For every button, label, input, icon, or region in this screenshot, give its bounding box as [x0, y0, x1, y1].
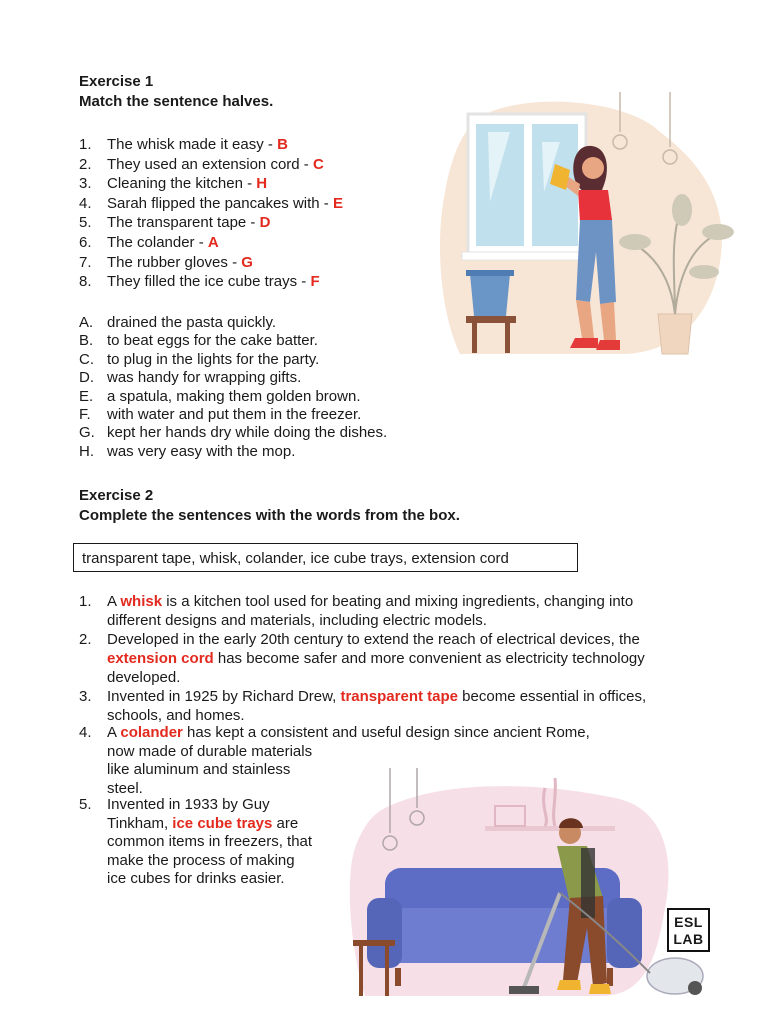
answer-letter: D [259, 214, 271, 232]
answer-word: transparent tape [340, 688, 459, 705]
answer-letter: G [241, 253, 253, 271]
exercise1-title: Exercise 1 [79, 73, 154, 90]
list-item: A. drained the pasta quickly. [79, 314, 276, 331]
list-item: 3. Cleaning the kitchen - H [79, 175, 268, 193]
list-item: 1. The whisk made it easy - B [79, 136, 288, 153]
list-item: 6. The colander - A [79, 233, 219, 251]
answer-letter: B [277, 136, 288, 153]
answer-word: ice cube trays [172, 814, 273, 832]
list-item: 3. Invented in 1925 by Richard Drew, transparent tape become essential in offices, schools, and homes. [79, 688, 647, 724]
word-box: transparent tape, whisk, colander, ice cube trays, extension cord [73, 543, 578, 572]
exercise1-endings [79, 314, 469, 461]
exercise2-item-5: 5. Invented in 1933 by Guy Tinkham, ice cube trays are common items in freezers, that make the process of making ice cubes for drinks easier. [79, 796, 313, 887]
answer-letter: A [207, 233, 219, 251]
exercise1-instruction: Match the sentence halves. [79, 93, 274, 110]
list-item: H. was very easy with the mop. [79, 442, 296, 460]
list-item: B. to beat eggs for the cake batter. [79, 332, 318, 350]
list-item: 2. They used an extension cord - C [79, 155, 324, 173]
list-item: F. with water and put them in the freezer. [79, 406, 362, 424]
esl-lab-logo: ESL LAB [667, 908, 710, 952]
answer-letter: E [332, 194, 343, 212]
list-item: 8. They filled the ice cube trays - F [79, 273, 320, 291]
exercise1-heading [79, 72, 273, 112]
list-item: 2. Developed in the early 20th century to extend the reach of electrical devices, the extension cord has become safer and more convenient as electricity technology developed. [79, 631, 645, 686]
exercise2-instruction: Complete the sentences with the words from the box. [79, 507, 460, 524]
exercise2-items [79, 592, 679, 725]
answer-letter: F [310, 273, 320, 291]
list-item: C. to plug in the lights for the party. [79, 350, 320, 368]
answer-word: colander [120, 724, 183, 741]
exercise2-heading [79, 486, 460, 526]
list-item: D. was handy for wrapping gifts. [79, 369, 302, 387]
list-item: 7. The rubber gloves - G [79, 253, 253, 271]
exercise1-items [79, 135, 459, 292]
vacuuming-illustration [345, 768, 725, 1003]
answer-word: whisk [120, 593, 163, 610]
list-item: 5. The transparent tape - D [79, 214, 271, 232]
answer-letter: H [256, 175, 268, 193]
answer-letter: C [312, 155, 324, 173]
exercise2-item-4: 4. A colander has kept a consistent and useful design since ancient Rome, now made of durable materials like aluminum and stainless steel. [79, 724, 590, 797]
list-item: 4. Sarah flipped the pancakes with - E [79, 194, 343, 212]
answer-word: extension cord [107, 650, 214, 667]
list-item: E. a spatula, making them golden brown. [79, 387, 361, 405]
cleaning-window-illustration [430, 92, 750, 362]
list-item: 1. A whisk is a kitchen tool used for beating and mixing ingredients, changing into different designs and materials, including electric models. [79, 593, 634, 629]
list-item: G. kept her hands dry while doing the dishes. [79, 424, 388, 442]
exercise2-title: Exercise 2 [79, 487, 154, 504]
